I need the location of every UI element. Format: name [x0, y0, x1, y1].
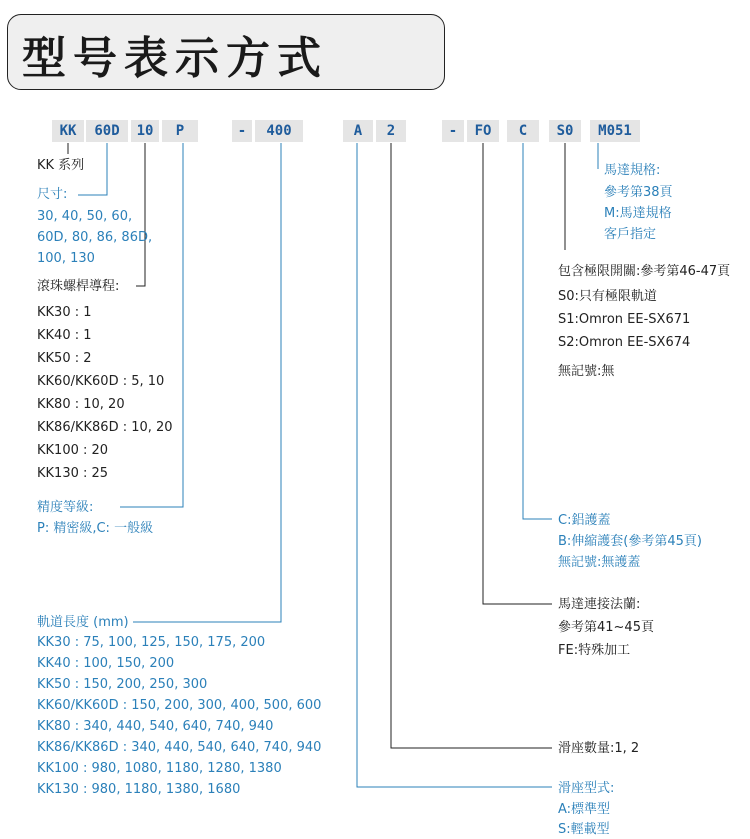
code-switch: S0: [549, 120, 581, 142]
block-count-label: 滑座數量:1, 2: [558, 741, 640, 756]
lead-item: KK130 : 25: [37, 466, 109, 481]
leader-accuracy: [120, 143, 183, 507]
block-style-item: A:標準型: [558, 802, 611, 817]
motor-spec-line: 參考第38頁: [604, 185, 673, 200]
length-item: KK30 : 75, 100, 125, 150, 175, 200: [37, 635, 266, 650]
series-label: KK 系列: [37, 158, 85, 173]
leader-lead: [136, 143, 145, 286]
switch-item: S1:Omron EE-SX671: [558, 312, 691, 327]
switch-item: S2:Omron EE-SX674: [558, 335, 691, 350]
switch-item: S0:只有極限軌道: [558, 289, 657, 304]
cover-item: B:伸縮護套(參考第45頁): [558, 534, 702, 549]
code-motor: M051: [590, 120, 640, 142]
length-item: KK130 : 980, 1180, 1380, 1680: [37, 782, 241, 797]
code-series: KK: [52, 120, 84, 142]
code-length: 400: [255, 120, 303, 142]
lead-item: KK40 : 1: [37, 328, 92, 343]
lead-item: KK50 : 2: [37, 351, 92, 366]
length-label: 軌道長度 (mm): [37, 615, 129, 630]
length-item: KK60/KK60D : 150, 200, 300, 400, 500, 600: [37, 698, 322, 713]
length-item: KK100 : 980, 1080, 1180, 1280, 1380: [37, 761, 282, 776]
code-accuracy: P: [162, 120, 198, 142]
motor-spec-label: 馬達規格:: [604, 163, 661, 178]
code-block-count: 2: [376, 120, 406, 142]
lead-item: KK80 : 10, 20: [37, 397, 125, 412]
length-item: KK86/KK86D : 340, 440, 540, 640, 740, 940: [37, 740, 322, 755]
size-label: 尺寸:: [37, 187, 68, 202]
code-dash-2: -: [442, 120, 464, 142]
motor-spec-line: 客戶指定: [604, 227, 657, 242]
block-style-label: 滑座型式:: [558, 781, 615, 796]
cover-item: C:鋁護蓋: [558, 513, 611, 528]
lead-item: KK30 : 1: [37, 305, 92, 320]
lead-item: KK86/KK86D : 10, 20: [37, 420, 173, 435]
code-dash-1: -: [232, 120, 252, 142]
lead-item: KK60/KK60D : 5, 10: [37, 374, 165, 389]
code-cover: C: [507, 120, 539, 142]
accuracy-label: 精度等級:: [37, 500, 94, 515]
length-item: KK80 : 340, 440, 540, 640, 740, 940: [37, 719, 274, 734]
block-style-item: S:輕載型: [558, 822, 610, 837]
length-item: KK40 : 100, 150, 200: [37, 656, 175, 671]
page-title: 型号表示方式: [22, 33, 328, 84]
lead-item: KK100 : 20: [37, 443, 109, 458]
flange-line: FE:特殊加工: [558, 643, 631, 658]
leader-block-count: [391, 143, 552, 748]
code-block-type: A: [343, 120, 373, 142]
switch-none: 無記號:無: [558, 364, 615, 379]
size-line: 30, 40, 50, 60,: [37, 209, 133, 224]
motor-spec-line: M:馬達規格: [604, 206, 672, 221]
code-lead: 10: [131, 120, 159, 142]
size-line: 60D, 80, 86, 86D,: [37, 230, 153, 245]
cover-item: 無記號:無護蓋: [558, 555, 641, 570]
leader-flange: [483, 143, 552, 604]
length-item: KK50 : 150, 200, 250, 300: [37, 677, 208, 692]
accuracy-value: P: 精密級,C: 一般級: [37, 521, 154, 536]
size-line: 100, 130: [37, 251, 95, 266]
switch-label: 包含極限開關:參考第46-47頁: [558, 264, 731, 279]
leader-cover: [523, 143, 552, 519]
code-motor-flange: FO: [467, 120, 499, 142]
code-width: 60D: [86, 120, 128, 142]
flange-label: 馬達連接法蘭:: [558, 597, 641, 612]
flange-line: 參考第41~45頁: [558, 620, 654, 635]
lead-label: 滾珠螺桿導程:: [37, 279, 120, 294]
